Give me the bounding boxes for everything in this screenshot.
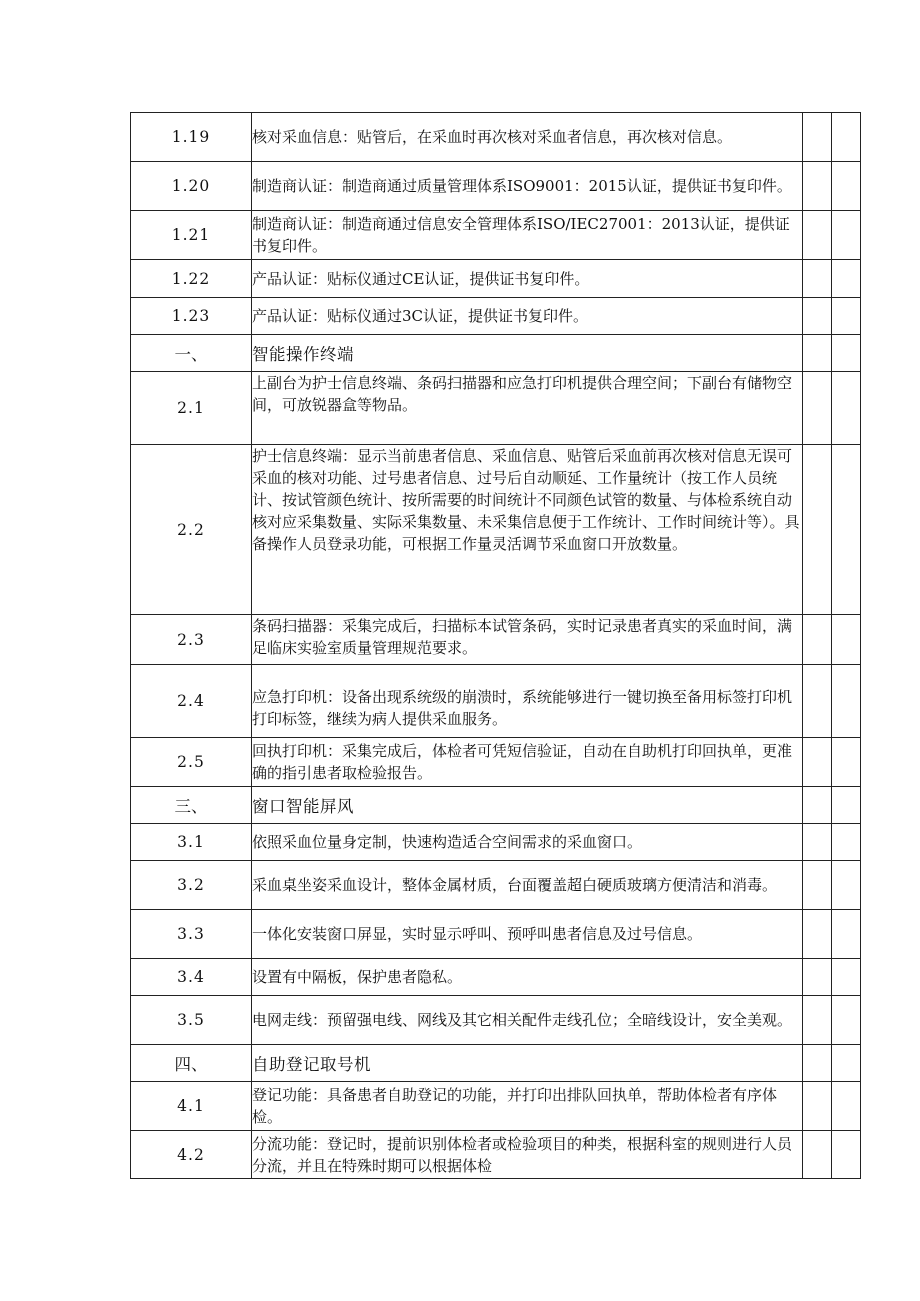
empty-cell (832, 959, 861, 996)
table-row (131, 372, 861, 445)
item-description: 登记功能：具备患者自助登记的功能，并打印出排队回执单，帮助体检者有序体检。 (252, 1082, 803, 1131)
item-description: 核对采血信息：贴管后，在采血时再次核对采血者信息，再次核对信息。 (252, 113, 803, 162)
item-description: 应急打印机：设备出现系统级的崩溃时，系统能够进行一键切换至备用标签打印机打印标签，继续为病人提供采血服务。 (252, 665, 803, 738)
empty-cell (803, 665, 832, 738)
empty-cell (803, 861, 832, 910)
item-number: 3.4 (131, 959, 252, 996)
item-number: 2.4 (131, 665, 252, 738)
empty-cell (803, 445, 832, 615)
table-row (131, 959, 861, 996)
section-title: 智能操作终端 (252, 335, 803, 372)
empty-cell (803, 1082, 832, 1131)
empty-cell (803, 1045, 832, 1082)
table-row (131, 824, 861, 861)
section-title: 窗口智能屏风 (252, 787, 803, 824)
item-description: 产品认证：贴标仪通过CE认证，提供证书复印件。 (252, 260, 803, 298)
item-number: 4.1 (131, 1082, 252, 1131)
item-description: 回执打印机：采集完成后，体检者可凭短信验证，自动在自助机打印回执单，更准确的指引患者取检验报告。 (252, 738, 803, 787)
table-row (131, 1082, 861, 1131)
item-number: 3.3 (131, 910, 252, 959)
table-row (131, 615, 861, 665)
item-number: 2.3 (131, 615, 252, 665)
item-number: 4.2 (131, 1131, 252, 1179)
spec-table (130, 112, 861, 1179)
table-row (131, 211, 861, 260)
empty-cell (832, 615, 861, 665)
item-number: 3.5 (131, 996, 252, 1045)
table-row (131, 162, 861, 211)
empty-cell (832, 910, 861, 959)
empty-cell (832, 211, 861, 260)
item-number: 3.1 (131, 824, 252, 861)
empty-cell (832, 824, 861, 861)
empty-cell (803, 298, 832, 335)
empty-cell (803, 824, 832, 861)
empty-cell (803, 113, 832, 162)
empty-cell (803, 335, 832, 372)
table-row (131, 445, 861, 615)
table-row (131, 665, 861, 738)
item-description: 上副台为护士信息终端、条码扫描器和应急打印机提供合理空间；下副台有储物空间，可放锐器盒等物品。 (252, 372, 803, 445)
item-description: 制造商认证：制造商通过质量管理体系ISO9001：2015认证，提供证书复印件。 (252, 162, 803, 211)
empty-cell (832, 260, 861, 298)
table-row (131, 298, 861, 335)
section-title: 自助登记取号机 (252, 1045, 803, 1082)
empty-cell (832, 298, 861, 335)
table-row (131, 861, 861, 910)
item-description: 采血桌坐姿采血设计，整体金属材质，台面覆盖超白硬质玻璃方便清洁和消毒。 (252, 861, 803, 910)
section-number: 四、 (131, 1045, 252, 1082)
empty-cell (832, 1131, 861, 1179)
table-row (131, 113, 861, 162)
empty-cell (832, 1045, 861, 1082)
table-row (131, 1131, 861, 1179)
table-row (131, 910, 861, 959)
empty-cell (832, 335, 861, 372)
empty-cell (803, 211, 832, 260)
empty-cell (803, 738, 832, 787)
empty-cell (803, 372, 832, 445)
empty-cell (832, 372, 861, 445)
section-number: 三、 (131, 787, 252, 824)
empty-cell (832, 162, 861, 211)
item-description: 一体化安装窗口屏显，实时显示呼叫、预呼叫患者信息及过号信息。 (252, 910, 803, 959)
item-description: 电网走线：预留强电线、网线及其它相关配件走线孔位；全暗线设计，安全美观。 (252, 996, 803, 1045)
section-row (131, 1045, 861, 1082)
empty-cell (832, 738, 861, 787)
empty-cell (803, 996, 832, 1045)
item-number: 1.20 (131, 162, 252, 211)
empty-cell (832, 665, 861, 738)
empty-cell (803, 1131, 832, 1179)
empty-cell (832, 113, 861, 162)
section-number: 一、 (131, 335, 252, 372)
empty-cell (803, 615, 832, 665)
empty-cell (803, 910, 832, 959)
item-number: 1.23 (131, 298, 252, 335)
item-description: 依照采血位量身定制，快速构造适合空间需求的采血窗口。 (252, 824, 803, 861)
empty-cell (803, 959, 832, 996)
table-row (131, 260, 861, 298)
item-description: 制造商认证：制造商通过信息安全管理体系ISO/IEC27001：2013认证，提供证书复印件。 (252, 211, 803, 260)
section-row (131, 335, 861, 372)
item-number: 1.21 (131, 211, 252, 260)
item-description: 产品认证：贴标仪通过3C认证，提供证书复印件。 (252, 298, 803, 335)
empty-cell (832, 996, 861, 1045)
item-number: 2.2 (131, 445, 252, 615)
table-row (131, 738, 861, 787)
item-number: 3.2 (131, 861, 252, 910)
section-row (131, 787, 861, 824)
empty-cell (832, 445, 861, 615)
empty-cell (803, 162, 832, 211)
item-description: 分流功能：登记时，提前识别体检者或检验项目的种类，根据科室的规则进行人员分流，并且在特殊时期可以根据体检 (252, 1131, 803, 1179)
item-description: 条码扫描器：采集完成后，扫描标本试管条码，实时记录患者真实的采血时间，满足临床实验室质量管理规范要求。 (252, 615, 803, 665)
item-description: 护士信息终端：显示当前患者信息、采血信息、贴管后采血前再次核对信息无误可采血的核对功能、过号患者信息、过号后自动顺延、工作量统计（按工作人员统计、按试管颜色统计、按所需要的时间统计不同颜色试管的数量、与体检系统自动核对应采集数量、实际采集数量、未采集信息便于工作统计、工作时间统计等）。具备操作人员登录功能，可根据工作量灵活调节采血窗口开放数量。 (252, 445, 803, 615)
empty-cell (832, 787, 861, 824)
item-number: 2.5 (131, 738, 252, 787)
empty-cell (803, 260, 832, 298)
empty-cell (832, 1082, 861, 1131)
item-number: 1.19 (131, 113, 252, 162)
item-description: 设置有中隔板，保护患者隐私。 (252, 959, 803, 996)
empty-cell (832, 861, 861, 910)
item-number: 2.1 (131, 372, 252, 445)
item-number: 1.22 (131, 260, 252, 298)
empty-cell (803, 787, 832, 824)
table-row (131, 996, 861, 1045)
